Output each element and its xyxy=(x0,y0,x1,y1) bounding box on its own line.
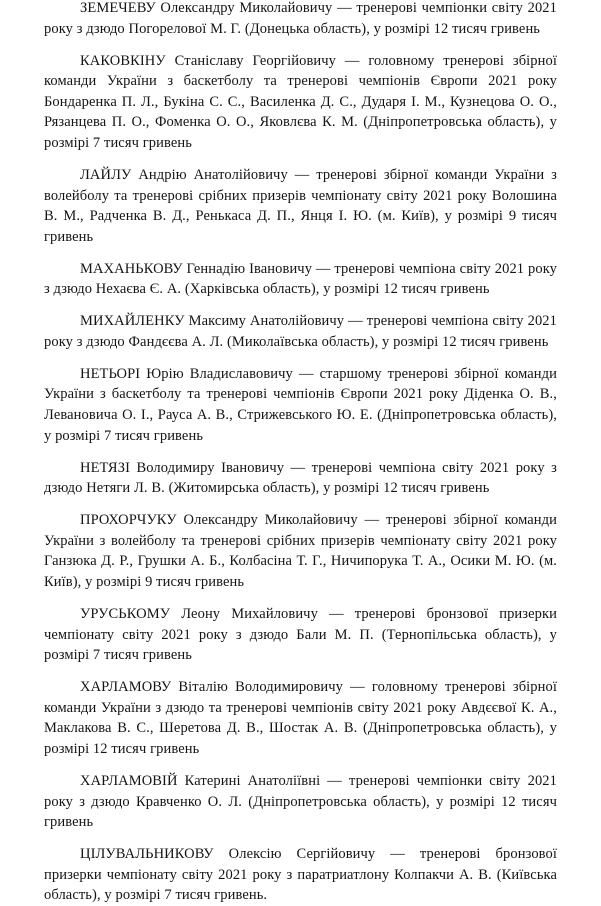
award-entry-prokhorchuk xyxy=(44,510,557,592)
entry-surname: МИХАЙЛЕНКУ xyxy=(80,313,185,330)
entry-surname: НЕТЬОРІ xyxy=(80,365,141,382)
entry-surname: КАКОВКІНУ xyxy=(80,52,166,69)
award-entry-zemechev xyxy=(44,0,557,39)
entry-surname: ПРОХОРЧУКУ xyxy=(80,512,177,529)
entry-surname: МАХАНЬКОВУ xyxy=(80,260,183,277)
entry-surname: НЕТЯЗІ xyxy=(80,459,130,476)
award-entry-tsiluvalnykov xyxy=(44,844,557,906)
entry-text: Олексію Сергійовичу — тренерові бронзової призерки чемпіонату світу 2021 року з паратриатлону Колпакчи А. В. (Київська область), у розмірі 7 тисяч гривень. xyxy=(44,846,557,904)
entry-text: Юрію Владиславовичу — старшому тренерові збірної команди України з баскетболу та тренерові чемпіонів Європи 2021 року Діденка О. В., Левановича О. І., Рауса А. В., Стрижевського Ю. Е. (Дніпропетровська область), у розмірі 7 тисяч гривень xyxy=(44,365,557,444)
entry-text: Леону Михайловичу — тренерові бронзової призерки чемпіонату світу 2021 року з дзюдо Бали М. П. (Тернопільська область), у розмірі 7 тисяч гривень xyxy=(44,605,557,664)
entry-surname: ЗЕМЕЧЕВУ xyxy=(80,0,156,16)
entry-surname: ЛАЙЛУ xyxy=(80,166,132,183)
award-entry-lailo xyxy=(44,165,557,247)
entry-text: Катерині Анатоліївні — тренерові чемпіонки світу 2021 року з дзюдо Кравченко О. Л. (Дніпропетровська область), у розмірі 12 тисяч гривень xyxy=(44,772,557,831)
entry-text: Геннадію Івановичу — тренерові чемпіона світу 2021 року з дзюдо Нехаєва Є. А. (Харківська область), у розмірі 12 тисяч гривень xyxy=(44,260,557,298)
award-entry-kakovkin xyxy=(44,51,557,154)
award-entry-kharlamov xyxy=(44,677,557,759)
award-entry-uruskyi xyxy=(44,604,557,666)
entry-text: Андрію Анатолійовичу — тренерові збірної команди України з волейболу та тренерові срібних призерів чемпіонату світу 2021 року Волошина В. М., Радченка В. Д., Ренькаса Д. П., Янця І. Ю. (м. Київ), у розмірі 9 тисяч гривень xyxy=(44,166,557,245)
entry-surname: ХАРЛАМОВУ xyxy=(80,679,172,696)
entry-text: Олександру Миколайовичу — тренерові збірної команди України з волейболу та тренерові срібних призерів чемпіонату світу 2021 року Ганзюка Д. Р., Грушки А. Б., Колбасіна Т. Г., Ничипорука Т. А., Осики М. Ю. (м. Київ), у розмірі 9 тисяч гривень xyxy=(44,512,557,590)
entry-surname: УРУСЬКОМУ xyxy=(80,605,171,622)
entry-surname: ХАРЛАМОВІЙ xyxy=(80,772,178,789)
award-entry-makhankov xyxy=(44,259,557,300)
entry-text: Олександру Миколайовичу — тренерові чемпіонки світу 2021 року з дзюдо Погорелової М. Г. (Донецька область), у розмірі 12 тисяч гривень xyxy=(44,0,557,37)
entry-surname: ЦІЛУВАЛЬНИКОВУ xyxy=(80,846,214,863)
award-entry-netoria xyxy=(44,364,557,446)
award-entry-mykhailenko xyxy=(44,311,557,352)
award-entry-kharlamova xyxy=(44,771,557,833)
entry-text: Максиму Анатолійовичу — тренерові чемпіона світу 2021 року з дзюдо Фандєєва А. Л. (Миколаївська область), у розмірі 12 тисяч гривень xyxy=(44,313,557,350)
entry-text: Володимиру Івановичу — тренерові чемпіона світу 2021 року з дзюдо Нетяги Л. В. (Житомирська область), у розмірі 12 тисяч гривень xyxy=(44,459,557,497)
entry-text: Станіславу Георгійовичу — головному тренерові збірної команди України з баскетболу та тренерові чемпіонів Європи 2021 року Бондаренка П. Л., Букіна С. С., Василенка Д. С., Дударя І. М., Кузнецова О. О., Рязанцева П. О., Фоменка О. О., Яковлєва К. М. (Дніпропетровська область), у розмірі 7 тисяч гривень xyxy=(44,52,557,151)
award-entry-netiaha xyxy=(44,458,557,499)
entry-text: Віталію Володимировичу — головному тренерові збірної команди України з дзюдо та тренерові чемпіонів світу 2021 року Авдєєвої К. А., Маклакова В. С., Шеретова Д. В., Шостак А. В. (Дніпропетровська область), у розмірі 12 тисяч гривень xyxy=(44,679,557,757)
